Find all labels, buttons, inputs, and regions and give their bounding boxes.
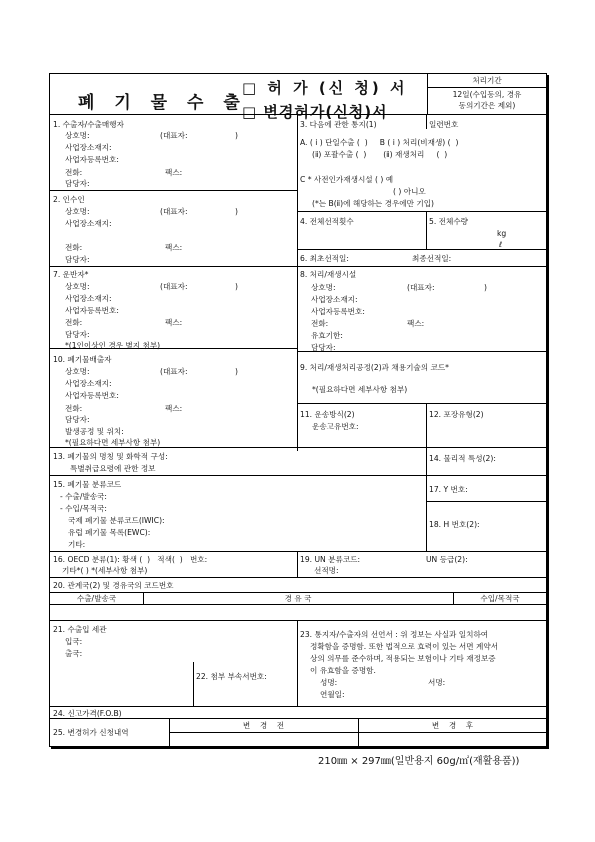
- serial-label: 일련번호: [429, 120, 459, 129]
- facility-phone-label: 전화:: [311, 319, 329, 328]
- generator-manager-label: 담당자:: [65, 415, 90, 424]
- other-code-label: 기타:: [68, 540, 86, 549]
- facility-manager-label: 담당자:: [311, 343, 336, 352]
- quantity-title: 5. 전체수량: [429, 217, 469, 226]
- generator-fax-label: 팩스:: [165, 404, 183, 413]
- h-code-title: 18. H 번호(2):: [429, 520, 480, 529]
- declaration-line-3: 상의 의무를 준수하며, 적용되는 보험이나 기타 재정보증: [310, 654, 496, 663]
- carrier-regno-label: 사업자등록번호:: [65, 306, 119, 315]
- bracket-close: ): [484, 283, 487, 292]
- importer-manager-label: 담당자:: [65, 255, 90, 264]
- declaration-line-2: 정확함을 증명함. 또한 법적으로 효력이 있는 서면 계약서: [310, 642, 499, 651]
- carrier-rep-label: (대표자:: [160, 282, 188, 291]
- carrier-manager-label: 담당자:: [65, 330, 90, 339]
- carrier-address-label: 사업장소재지:: [65, 294, 112, 303]
- before-change-header: 변 경 전: [242, 721, 285, 730]
- generator-process-label: 발생공정 및 위치:: [65, 427, 124, 436]
- y-code-title: 17. Y 번호:: [429, 485, 468, 494]
- carrier-note: *(1인이상인 경우 별지 첨부): [65, 341, 161, 350]
- facility-address-label: 사업장소재지:: [311, 295, 358, 304]
- classification-import-label: - 수입/목적국:: [60, 504, 107, 513]
- un-code-label: 19. UN 분류코드:: [300, 555, 361, 564]
- carrier-fax-label: 팩스:: [165, 318, 183, 327]
- facility-company-label: 상호명:: [311, 283, 336, 292]
- declaration-line-4: 이 유효함을 증명함.: [310, 666, 376, 675]
- bracket-close: ): [235, 131, 238, 140]
- generator-rep-label: (대표자:: [160, 367, 188, 376]
- processing-value: 12일(수입동의, 경유: [452, 90, 522, 99]
- iwic-label: 국제 폐기물 분류코드(IWIC):: [68, 516, 165, 525]
- carrier-phone-label: 전화:: [65, 318, 83, 327]
- customs-exit-label: 출국:: [65, 649, 83, 658]
- paper-spec-footer: 210㎜ × 297㎜(일반용지 60g/㎡(재활용품)): [318, 756, 520, 767]
- designation-title: 13. 폐기물의 명칭 및 화학적 구성:: [53, 452, 168, 461]
- countries-title: 20. 관계국(2) 및 경유국의 코드번호: [53, 581, 174, 590]
- quantity-unit-kg: kg: [497, 229, 507, 238]
- exporter-regno-label: 사업자등록번호:: [65, 155, 119, 164]
- exporter-company-label: 상호명:: [65, 131, 90, 140]
- importer-fax-label: 팩스:: [165, 243, 183, 252]
- importer-company-label: 상호명:: [65, 207, 90, 216]
- quantity-unit-l: ℓ: [499, 240, 503, 249]
- classification-title: 15. 폐기물 분류코드: [53, 480, 122, 489]
- countries-transit-header: 경 유 국: [284, 594, 312, 603]
- attachments-title: 22. 첨부 부속서번호:: [196, 672, 267, 681]
- declarant-name-label: 성명:: [320, 678, 338, 687]
- bracket-close: ): [235, 367, 238, 376]
- notice-line-c3: (*는 B(ⅱ)에 해당하는 경우에만 기입): [312, 199, 435, 208]
- customs-title: 21. 수출입 세관: [53, 625, 107, 634]
- exporter-address-label: 사업장소재지:: [65, 143, 112, 152]
- transport-vehicle-label: 운송고유번호:: [312, 422, 359, 431]
- designation-sub: 특별취급요령에 관한 정보: [70, 464, 156, 473]
- processing-label: 처리기간: [472, 76, 502, 85]
- importer-phone-label: 전화:: [65, 243, 83, 252]
- disposal-title: 9. 처리/재생처리공정(2)과 채용기술의 코드*: [300, 363, 449, 372]
- transport-title: 11. 운송방식(2): [300, 410, 355, 419]
- notice-line-c2: ( ) 아니오: [393, 187, 426, 196]
- facility-title: 8. 처리/재생시설: [300, 270, 357, 279]
- change-permit-option: □ 변경허가(신청)서: [242, 103, 388, 121]
- bracket-close: ): [235, 282, 238, 291]
- permit-form: [49, 73, 547, 747]
- after-change-header: 변 경 후: [431, 721, 474, 730]
- generator-regno-label: 사업자등록번호:: [65, 391, 119, 400]
- customs-entry-label: 입국:: [65, 637, 83, 646]
- countries-import-header: 수입/목적국: [480, 594, 520, 603]
- facility-regno-label: 사업자등록번호:: [311, 307, 365, 316]
- form-title: 폐 기 물 수 출: [78, 93, 247, 113]
- un-class-label: UN 등급(2):: [426, 555, 468, 564]
- shipments-title: 4. 전체선적횟수: [300, 217, 354, 226]
- exporter-phone-label: 전화:: [65, 168, 83, 177]
- notice-title: 3. 다음에 관한 통지(1): [300, 120, 377, 129]
- value-title: 24. 신고가격(F.O.B): [53, 709, 122, 718]
- generator-note: *(필요하다면 세부사항 첨부): [65, 438, 161, 447]
- exporter-rep-label: (대표자:: [160, 131, 188, 140]
- importer-address-label: 사업장소재지:: [65, 219, 112, 228]
- packaging-title: 12. 포장유형(2): [429, 410, 484, 419]
- notice-line-c1: C * 사전인가재생시설 ( ) 예: [300, 175, 394, 184]
- changes-title: 25. 변경허가 신청내역: [53, 728, 129, 737]
- disposal-note: *(필요하다면 세부사항 첨부): [312, 385, 408, 394]
- first-shipment-label: 6. 최초선적일:: [300, 254, 349, 263]
- carrier-company-label: 상호명:: [65, 282, 90, 291]
- exporter-manager-label: 담당자:: [65, 179, 90, 188]
- exporter-title: 1. 수출자/수출매행자: [53, 120, 124, 129]
- permit-option: □ 허 가 (신 청) 서: [242, 79, 408, 97]
- carrier-title: 7. 운반자*: [53, 270, 89, 279]
- declarant-sign-label: 서명:: [428, 678, 446, 687]
- classification-export-label: - 수출/발송국:: [60, 492, 107, 501]
- oecd-line-1: 16. OECD 분류(1): 황색 ( ) 적색( ) 번호:: [53, 555, 208, 564]
- facility-fax-label: 팩스:: [407, 319, 425, 328]
- declaration-line-1: 23. 통지자/수출자의 선언서 : 위 정보는 사실과 일치하여: [300, 630, 489, 639]
- generator-address-label: 사업장소재지:: [65, 379, 112, 388]
- exporter-fax-label: 팩스:: [165, 168, 183, 177]
- countries-export-header: 수출/발송국: [76, 594, 117, 603]
- bracket-close: ): [235, 207, 238, 216]
- facility-validity-label: 유효기한:: [311, 331, 343, 340]
- oecd-line-2: 기타*( ) *(세부사항 첨부): [62, 566, 148, 575]
- shipping-name-label: 선적명:: [314, 566, 339, 575]
- declaration-date-label: 연월일:: [320, 690, 345, 699]
- physical-title: 14. 물리적 특성(2):: [429, 454, 496, 463]
- generator-title: 10. 폐기물배출자: [53, 355, 112, 364]
- ewc-label: 유럽 폐기물 목록(EWC):: [68, 528, 151, 537]
- processing-value-2: 동의기간은 제외): [458, 101, 516, 110]
- generator-company-label: 상호명:: [65, 367, 90, 376]
- notice-line-a2: (ⅱ) 포괄수출 ( ) (ⅱ) 재생처리 ( ): [312, 150, 448, 159]
- facility-rep-label: (대표자:: [407, 283, 435, 292]
- importer-title: 2. 인수인: [53, 195, 85, 204]
- last-shipment-label: 최종선적일:: [412, 254, 452, 263]
- generator-phone-label: 전화:: [65, 404, 83, 413]
- importer-rep-label: (대표자:: [160, 207, 188, 216]
- notice-line-a1: A. ( i ) 단일수출 ( ) B ( i ) 처리(비재생) ( ): [300, 138, 459, 147]
